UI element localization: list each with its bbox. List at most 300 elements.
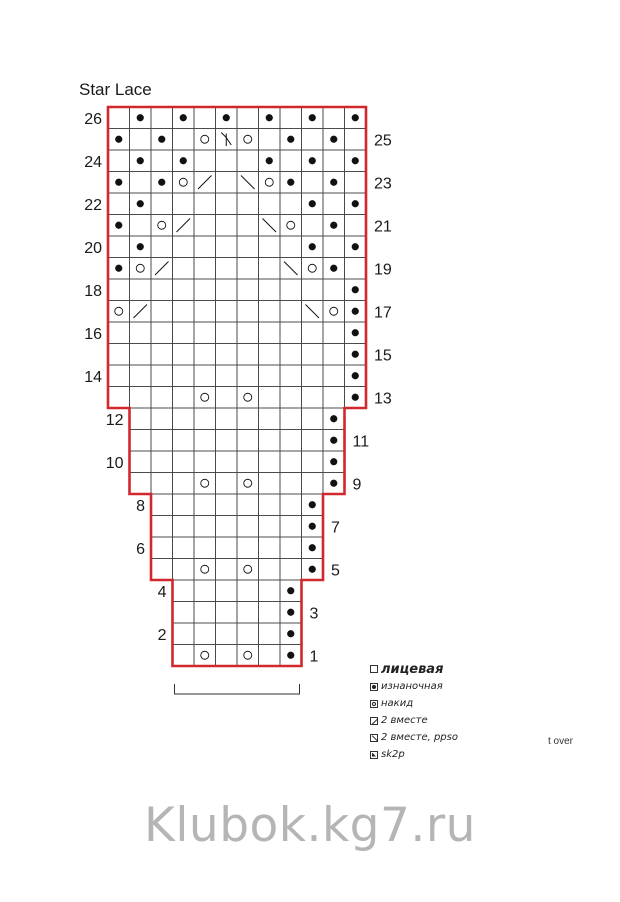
chart-cell	[323, 301, 345, 323]
legend-label: 2 вместе	[381, 715, 428, 726]
row-number-left: 20	[84, 239, 102, 257]
sk2p-icon	[370, 751, 378, 759]
chart-cell	[259, 473, 281, 495]
chart-cell	[194, 451, 216, 473]
chart-cell	[130, 344, 152, 366]
chart-cell	[194, 215, 216, 237]
chart-cell	[323, 193, 345, 215]
chart-cell	[108, 279, 130, 301]
yarn-over-ring	[201, 651, 209, 659]
chart-cell	[108, 193, 130, 215]
purl-dot	[330, 179, 337, 186]
chart-cell	[194, 408, 216, 430]
chart-cell	[173, 365, 195, 387]
chart-cell	[194, 344, 216, 366]
chart-cell	[130, 129, 152, 151]
yarn-over-ring	[244, 651, 252, 659]
chart-cell	[216, 580, 238, 602]
chart-cell	[302, 387, 324, 409]
row-number-left: 14	[84, 368, 102, 386]
purl-dot	[352, 308, 359, 315]
chart-cell	[151, 279, 173, 301]
chart-cell	[130, 365, 152, 387]
row-number-left: 4	[157, 583, 167, 601]
row-number-left: 12	[105, 411, 124, 429]
chart-cell	[237, 516, 259, 538]
purl-dot	[330, 136, 337, 143]
chart-cell	[280, 430, 302, 452]
purl-dot	[309, 523, 316, 530]
chart-cell	[259, 623, 281, 645]
chart-cell	[194, 623, 216, 645]
chart-cell	[259, 494, 281, 516]
legend-label: 2 вместе, ppso	[381, 732, 458, 743]
row-number-right: 21	[374, 218, 392, 236]
purl-dot	[137, 157, 144, 164]
chart-cell	[194, 494, 216, 516]
chart-cell	[108, 365, 130, 387]
chart-cell	[345, 215, 367, 237]
purl-dot	[330, 480, 337, 487]
purl-dot	[223, 114, 230, 121]
watermark: Klubok.kg7.ru	[144, 798, 476, 853]
chart-cell	[259, 451, 281, 473]
chart-cell	[280, 537, 302, 559]
purl-dot	[330, 437, 337, 444]
purl-dot	[330, 458, 337, 465]
empty-square-icon	[370, 665, 378, 673]
yarn-over-ring	[244, 135, 252, 143]
chart-cell	[151, 559, 173, 581]
row-number-right: 25	[374, 132, 392, 150]
purl-dot	[309, 501, 316, 508]
chart-cell	[194, 129, 216, 151]
chart-cell	[194, 537, 216, 559]
yarn-over-ring	[201, 393, 209, 401]
legend-label: sk2p	[381, 749, 405, 760]
chart-cell	[259, 580, 281, 602]
k2tog-slash	[155, 262, 169, 276]
chart-cell	[173, 172, 195, 194]
ssk-slash	[263, 219, 277, 233]
purl-dot	[266, 114, 273, 121]
chart-cell	[302, 344, 324, 366]
chart-cell	[280, 301, 302, 323]
chart-cell	[130, 451, 152, 473]
chart-cell	[194, 193, 216, 215]
chart-cell	[194, 559, 216, 581]
row-number-left: 18	[84, 282, 102, 300]
chart-cell	[302, 430, 324, 452]
chart-cell	[237, 279, 259, 301]
chart-cell	[259, 279, 281, 301]
purl-dot	[330, 222, 337, 229]
chart-cell	[173, 537, 195, 559]
legend	[370, 660, 458, 763]
chart-cell	[237, 559, 259, 581]
chart-cell	[237, 301, 259, 323]
chart-cell	[216, 279, 238, 301]
row-number-left: 2	[157, 626, 167, 644]
chart-cell	[259, 537, 281, 559]
yarn-over-ring	[115, 307, 123, 315]
chart-cell	[323, 344, 345, 366]
purl-dot	[287, 179, 294, 186]
chart-cell	[280, 516, 302, 538]
purl-dot	[287, 630, 294, 637]
chart-cell	[302, 258, 324, 280]
purl-dot	[352, 114, 359, 121]
left-slant-icon	[370, 734, 378, 742]
chart-cell	[259, 258, 281, 280]
chart-cell	[216, 258, 238, 280]
purl-dot	[309, 157, 316, 164]
chart-cell	[216, 172, 238, 194]
legend-label: изнаночная	[381, 681, 443, 692]
chart-cell	[173, 559, 195, 581]
chart-cell	[173, 494, 195, 516]
purl-dot	[287, 652, 294, 659]
chart-cell	[151, 344, 173, 366]
legend-item	[370, 695, 458, 712]
chart-cell	[280, 236, 302, 258]
chart-cell	[302, 172, 324, 194]
chart-cell	[280, 344, 302, 366]
legend-label: лицевая	[381, 661, 444, 677]
chart-cell	[237, 365, 259, 387]
chart-cell	[151, 150, 173, 172]
row-number-right: 17	[374, 304, 392, 322]
chart-cell	[323, 279, 345, 301]
dot-icon	[370, 683, 378, 691]
repeat-bracket	[175, 684, 300, 694]
chart-cell	[237, 387, 259, 409]
chart-cell	[216, 623, 238, 645]
chart-cell	[130, 408, 152, 430]
row-number-left: 22	[84, 196, 102, 214]
yarn-over-ring	[308, 264, 316, 272]
chart-cell	[216, 451, 238, 473]
chart-cell	[216, 301, 238, 323]
legend-label: накид	[381, 698, 414, 709]
chart-cell	[259, 236, 281, 258]
yarn-over-ring	[136, 264, 144, 272]
chart-cell	[259, 301, 281, 323]
purl-dot	[137, 114, 144, 121]
purl-dot	[115, 136, 122, 143]
chart-cell	[237, 215, 259, 237]
k2tog-slash	[198, 176, 212, 190]
chart-cell	[302, 473, 324, 495]
chart-cell	[280, 279, 302, 301]
row-number-right: 13	[374, 390, 392, 408]
legend-item	[370, 678, 458, 695]
right-slant-icon	[370, 717, 378, 725]
row-number-right: 1	[309, 648, 319, 666]
legend-item	[370, 712, 458, 729]
purl-dot	[115, 222, 122, 229]
yarn-over-ring	[201, 135, 209, 143]
chart-cell	[216, 236, 238, 258]
chart-cell	[108, 387, 130, 409]
row-number-right: 11	[352, 433, 370, 451]
chart-cell	[237, 322, 259, 344]
chart-cell	[151, 537, 173, 559]
purl-dot	[330, 265, 337, 272]
chart-cell	[130, 322, 152, 344]
chart-cell	[302, 365, 324, 387]
purl-dot	[352, 351, 359, 358]
chart-cell	[194, 236, 216, 258]
purl-dot	[352, 372, 359, 379]
row-number-right: 23	[374, 175, 392, 193]
purl-dot	[287, 587, 294, 594]
purl-dot	[158, 179, 165, 186]
chart-cell	[151, 107, 173, 129]
purl-dot	[309, 544, 316, 551]
chart-title: Star Lace	[79, 80, 152, 99]
purl-dot	[180, 114, 187, 121]
chart-cell	[280, 408, 302, 430]
purl-dot	[309, 566, 316, 573]
chart-cell	[173, 516, 195, 538]
chart-cell	[302, 279, 324, 301]
chart-cell	[216, 387, 238, 409]
chart-cell	[302, 215, 324, 237]
purl-dot	[180, 157, 187, 164]
chart-cell	[151, 365, 173, 387]
chart-cell	[151, 193, 173, 215]
chart-cell	[151, 430, 173, 452]
chart-cell	[323, 322, 345, 344]
chart-cell	[237, 150, 259, 172]
chart-cell	[151, 387, 173, 409]
chart-cell	[194, 430, 216, 452]
chart-cell	[173, 580, 195, 602]
row-number-right: 5	[331, 562, 340, 580]
chart-cell	[194, 279, 216, 301]
purl-dot	[137, 243, 144, 250]
chart-cell	[345, 258, 367, 280]
chart-cell	[108, 322, 130, 344]
chart-cell	[280, 322, 302, 344]
chart-cell	[280, 193, 302, 215]
side-note: t over	[548, 736, 574, 747]
chart-cell	[216, 494, 238, 516]
chart-cell	[130, 172, 152, 194]
chart-cell	[151, 451, 173, 473]
chart-cell	[173, 279, 195, 301]
chart-cell	[173, 473, 195, 495]
chart-cell	[194, 580, 216, 602]
chart-cell	[259, 172, 281, 194]
chart-cell	[237, 344, 259, 366]
chart-cell	[194, 645, 216, 667]
chart-cell	[216, 344, 238, 366]
chart-cell	[259, 387, 281, 409]
sk2p-mark	[221, 133, 231, 147]
purl-dot	[309, 114, 316, 121]
chart-cell	[280, 107, 302, 129]
legend-item	[370, 729, 458, 746]
chart-cell	[173, 258, 195, 280]
chart-cell	[194, 365, 216, 387]
row-number-right: 15	[374, 347, 392, 365]
chart-cell	[108, 301, 130, 323]
chart-cell	[237, 408, 259, 430]
chart-cell	[216, 408, 238, 430]
chart-cell	[173, 236, 195, 258]
chart-cell	[130, 387, 152, 409]
row-number-right: 7	[331, 519, 340, 537]
yarn-over-ring	[244, 565, 252, 573]
chart-cell	[130, 473, 152, 495]
chart-cell	[237, 473, 259, 495]
chart-cell	[323, 236, 345, 258]
purl-dot	[266, 157, 273, 164]
chart-cell	[216, 150, 238, 172]
chart-cell	[280, 494, 302, 516]
chart-cell	[173, 430, 195, 452]
chart-cell	[151, 215, 173, 237]
chart-cell	[151, 473, 173, 495]
chart-cell	[216, 430, 238, 452]
chart-cell	[237, 602, 259, 624]
chart-cell	[173, 193, 195, 215]
chart-cell	[302, 322, 324, 344]
chart-cell	[280, 559, 302, 581]
chart-cell	[108, 236, 130, 258]
yarn-over-ring	[265, 178, 273, 186]
yarn-over-ring	[287, 221, 295, 229]
chart-cell	[130, 258, 152, 280]
yarn-over-ring	[158, 221, 166, 229]
chart-cell	[130, 279, 152, 301]
purl-dot	[115, 179, 122, 186]
chart-cell	[173, 301, 195, 323]
chart-cell	[173, 322, 195, 344]
chart-cell	[237, 494, 259, 516]
chart-cell	[194, 387, 216, 409]
chart-cell	[237, 107, 259, 129]
chart-cell	[302, 408, 324, 430]
chart-cell	[280, 365, 302, 387]
chart-cell	[151, 408, 173, 430]
purl-dot	[287, 609, 294, 616]
purl-dot	[352, 157, 359, 164]
k2tog-slash	[134, 305, 148, 319]
chart-cell	[259, 408, 281, 430]
chart-cell	[151, 494, 173, 516]
purl-dot	[309, 200, 316, 207]
chart-cell	[323, 365, 345, 387]
chart-cell	[216, 602, 238, 624]
chart-cell	[259, 645, 281, 667]
yarn-over-ring	[201, 479, 209, 487]
chart-cell	[259, 559, 281, 581]
chart-cell	[151, 322, 173, 344]
ssk-slash	[284, 262, 298, 276]
row-number-left: 16	[84, 325, 102, 343]
chart-cell	[259, 365, 281, 387]
chart-cell	[216, 473, 238, 495]
chart-cell	[194, 258, 216, 280]
chart-cell	[173, 408, 195, 430]
chart-cell	[280, 473, 302, 495]
chart-cell	[237, 580, 259, 602]
chart-cell	[130, 430, 152, 452]
purl-dot	[309, 243, 316, 250]
purl-dot	[330, 415, 337, 422]
chart-cell	[151, 516, 173, 538]
chart-cell	[194, 107, 216, 129]
chart-cell	[216, 193, 238, 215]
chart-cell	[216, 365, 238, 387]
chart-cell	[302, 451, 324, 473]
chart-cell	[259, 193, 281, 215]
chart-cell	[216, 322, 238, 344]
chart-cell	[194, 516, 216, 538]
chart-cell	[216, 516, 238, 538]
yarn-over-ring	[330, 307, 338, 315]
chart-cell	[130, 215, 152, 237]
chart-cell	[259, 430, 281, 452]
chart-cell	[323, 387, 345, 409]
chart-cell	[237, 430, 259, 452]
chart-cell	[323, 107, 345, 129]
purl-dot	[352, 329, 359, 336]
chart-cell	[280, 387, 302, 409]
ring-icon	[370, 700, 378, 708]
chart-cell	[237, 645, 259, 667]
purl-dot	[352, 200, 359, 207]
chart-cell	[345, 172, 367, 194]
ssk-slash	[241, 176, 255, 190]
row-number-left: 8	[136, 497, 145, 515]
purl-dot	[287, 136, 294, 143]
chart-cell	[259, 516, 281, 538]
chart-cell	[173, 344, 195, 366]
chart-cell	[259, 602, 281, 624]
chart-cell	[216, 537, 238, 559]
chart-cell	[345, 129, 367, 151]
chart-cell	[194, 322, 216, 344]
chart-cell	[108, 107, 130, 129]
chart-cell	[173, 645, 195, 667]
row-number-left: 10	[105, 454, 124, 472]
chart-cell	[323, 150, 345, 172]
purl-dot	[352, 394, 359, 401]
chart-cell	[237, 129, 259, 151]
chart-cell	[259, 344, 281, 366]
row-number-right: 19	[374, 261, 392, 279]
row-number-right: 3	[309, 605, 319, 623]
ssk-slash	[306, 305, 320, 319]
k2tog-slash	[177, 219, 191, 233]
chart-cell	[302, 129, 324, 151]
chart-cell	[173, 451, 195, 473]
chart-cell	[173, 623, 195, 645]
chart-cell	[280, 150, 302, 172]
chart-cell	[237, 623, 259, 645]
yarn-over-ring	[179, 178, 187, 186]
chart-cell	[259, 322, 281, 344]
chart-cell	[237, 236, 259, 258]
chart-cell	[194, 150, 216, 172]
chart-cell	[216, 215, 238, 237]
chart-cell	[151, 236, 173, 258]
chart-cell	[280, 215, 302, 237]
